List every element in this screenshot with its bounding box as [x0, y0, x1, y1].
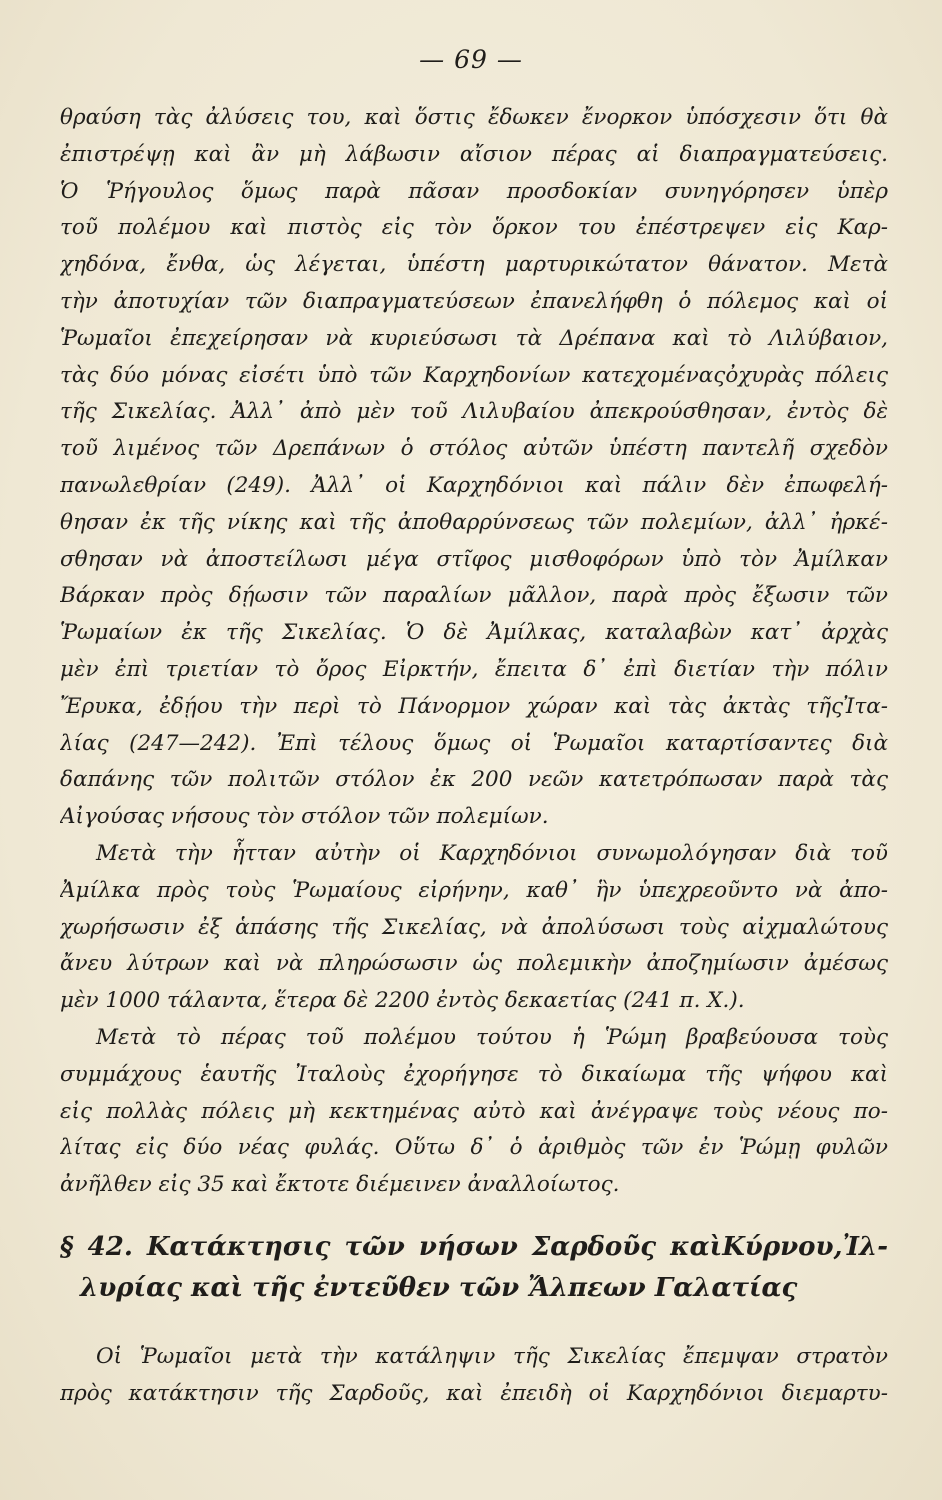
text-line: Ἔρυκα, ἐδῄου τὴν περὶ τὸ Πάνορμον χώραν καὶ τὰς ἀκτὰς τῆςἸτα- [60, 693, 888, 719]
text-line: Μετὰ τὸ πέρας τοῦ πολέμου τούτου ἡ Ῥώμη βραβεύουσα τοὺς [96, 1024, 888, 1050]
text-line: τοῦ πολέμου καὶ πιστὸς εἰς τὸν ὅρκον του ἐπέστρεψεν εἰς Καρ- [60, 215, 888, 241]
text-line: Ἀμίλκα πρὸς τοὺς Ῥωμαίους εἰρήνην, καθ᾽ ἣν ὑπεχρεοῦντο νὰ ἀπο- [60, 877, 888, 903]
section-heading-line: λυρίας καὶ τῆς ἐντεῦθεν τῶν Ἄλπεων Γαλατίας [80, 1273, 798, 1303]
text-line: χηδόνα, ἔνθα, ὡς λέγεται, ὑπέστη μαρτυρικώτατον θάνατον. Μετὰ [60, 252, 888, 278]
text-line: πανωλεθρίαν (249). Ἀλλ᾽ οἱ Καρχηδόνιοι καὶ πάλιν δὲν ἐπωφελή- [60, 472, 888, 498]
text-line: τὴν ἀποτυχίαν τῶν διαπραγματεύσεων ἐπανελήφθη ὁ πόλεμος καὶ οἱ [60, 288, 888, 314]
text-line: δαπάνης τῶν πολιτῶν στόλον ἐκ 200 νεῶν κατετρόπωσαν παρὰ τὰς [60, 767, 888, 793]
text-line: Ὁ Ῥήγουλος ὅμως παρὰ πᾶσαν προσδοκίαν συνηγόρησεν ὑπὲρ [60, 178, 888, 204]
text-line: σθησαν νὰ ἀποστείλωσι μέγα στῖφος μισθοφόρων ὑπὸ τὸν Ἀμίλκαν [60, 546, 888, 572]
text-line: θραύση τὰς ἀλύσεις του, καὶ ὅστις ἔδωκεν ἔνορκον ὑπόσχεσιν ὅτι θὰ [60, 105, 888, 130]
text-line: τὰς δύο μόνας εἰσέτι ὑπὸ τῶν Καρχηδονίων κατεχομέναςὀχυρὰς πόλεις [60, 362, 888, 388]
text-line: Αἰγούσας νήσους τὸν στόλον τῶν πολεμίων. [60, 804, 549, 830]
text-line: πρὸς κατάκτησιν τῆς Σαρδοῦς, καὶ ἐπειδὴ οἱ Καρχηδόνιοι διεμαρτυ- [60, 1380, 888, 1406]
text-line: λίτας εἰς δύο νέας φυλάς. Οὕτω δ᾽ ὁ ἀριθμὸς τῶν ἐν Ῥώμῃ φυλῶν [60, 1135, 888, 1161]
text-line: Ῥωμαῖοι ἐπεχείρησαν νὰ κυριεύσωσι τὰ Δρέπανα καὶ τὸ Λιλύβαιον, [60, 325, 888, 351]
section-text [60, 1339, 888, 1413]
text-line: λίας (247—242). Ἐπὶ τέλους ὅμως οἱ Ῥωμαῖοι καταρτίσαντες διὰ [60, 730, 888, 756]
text-line: Βάρκαν πρὸς δῄωσιν τῶν παραλίων μᾶλλον, παρὰ πρὸς ἔξωσιν τῶν [60, 583, 888, 609]
text-line: ἀνῆλθεν εἰς 35 καὶ ἔκτοτε διέμεινεν ἀναλλοίωτος. [60, 1172, 620, 1198]
page-number: — 69 — [419, 45, 523, 74]
text-line: τοῦ λιμένος τῶν Δρεπάνων ὁ στόλος αὐτῶν ὑπέστη παντελῆ σχεδὸν [60, 436, 888, 462]
section-heading [60, 1227, 888, 1309]
text-line: ἐπιστρέψῃ καὶ ἂν μὴ λάβωσιν αἴσιον πέρας αἱ διαπραγματεύσεις. [60, 141, 888, 167]
text-line: Οἱ Ῥωμαῖοι μετὰ τὴν κατάληψιν τῆς Σικελίας ἔπεμψαν στρατὸν [96, 1344, 888, 1369]
text-line: εἰς πολλὰς πόλεις μὴ κεκτημένας αὐτὸ καὶ ἀνέγραψε τοὺς νέους πο- [60, 1098, 888, 1124]
text-line: τῆς Σικελίας. Ἀλλ᾽ ἀπὸ μὲν τοῦ Λιλυβαίου ἀπεκρούσθησαν, ἐντὸς δὲ [60, 399, 888, 425]
text-line: Ῥωμαίων ἐκ τῆς Σικελίας. Ὁ δὲ Ἀμίλκας, καταλαβὼν κατ᾽ ἀρχὰς [60, 620, 888, 646]
text-line: θησαν ἐκ τῆς νίκης καὶ τῆς ἀποθαρρύνσεως τῶν πολεμίων, ἀλλ᾽ ἠρκέ- [60, 509, 888, 535]
main-text [60, 100, 888, 1204]
text-line: ἄνευ λύτρων καὶ νὰ πληρώσωσιν ὡς πολεμικὴν ἀποζημίωσιν ἀμέσως [60, 951, 888, 977]
text-line: Μετὰ τὴν ἧτταν αὐτὴν οἱ Καρχηδόνιοι συνωμολόγησαν διὰ τοῦ [96, 840, 888, 866]
text-line: μὲν 1000 τάλαντα, ἕτερα δὲ 2200 ἐντὸς δεκαετίας (241 π. Χ.). [60, 988, 745, 1014]
text-line: μὲν ἐπὶ τριετίαν τὸ ὄρος Εἰρκτήν, ἔπειτα δ᾽ ἐπὶ διετίαν τὴν πόλιν [60, 656, 888, 682]
text-line: συμμάχους ἑαυτῆς Ἰταλοὺς ἐχορήγησε τὸ δικαίωμα τῆς ψήφου καὶ [60, 1061, 888, 1087]
section-heading-line: § 42. Κατάκτησις τῶν νήσων Σαρδοῦς καὶΚύρνου,Ἰλ- [60, 1232, 888, 1262]
text-line: χωρήσωσιν ἐξ ἁπάσης τῆς Σικελίας, νὰ ἀπολύσωσι τοὺς αἰχμαλώτους [60, 914, 888, 940]
